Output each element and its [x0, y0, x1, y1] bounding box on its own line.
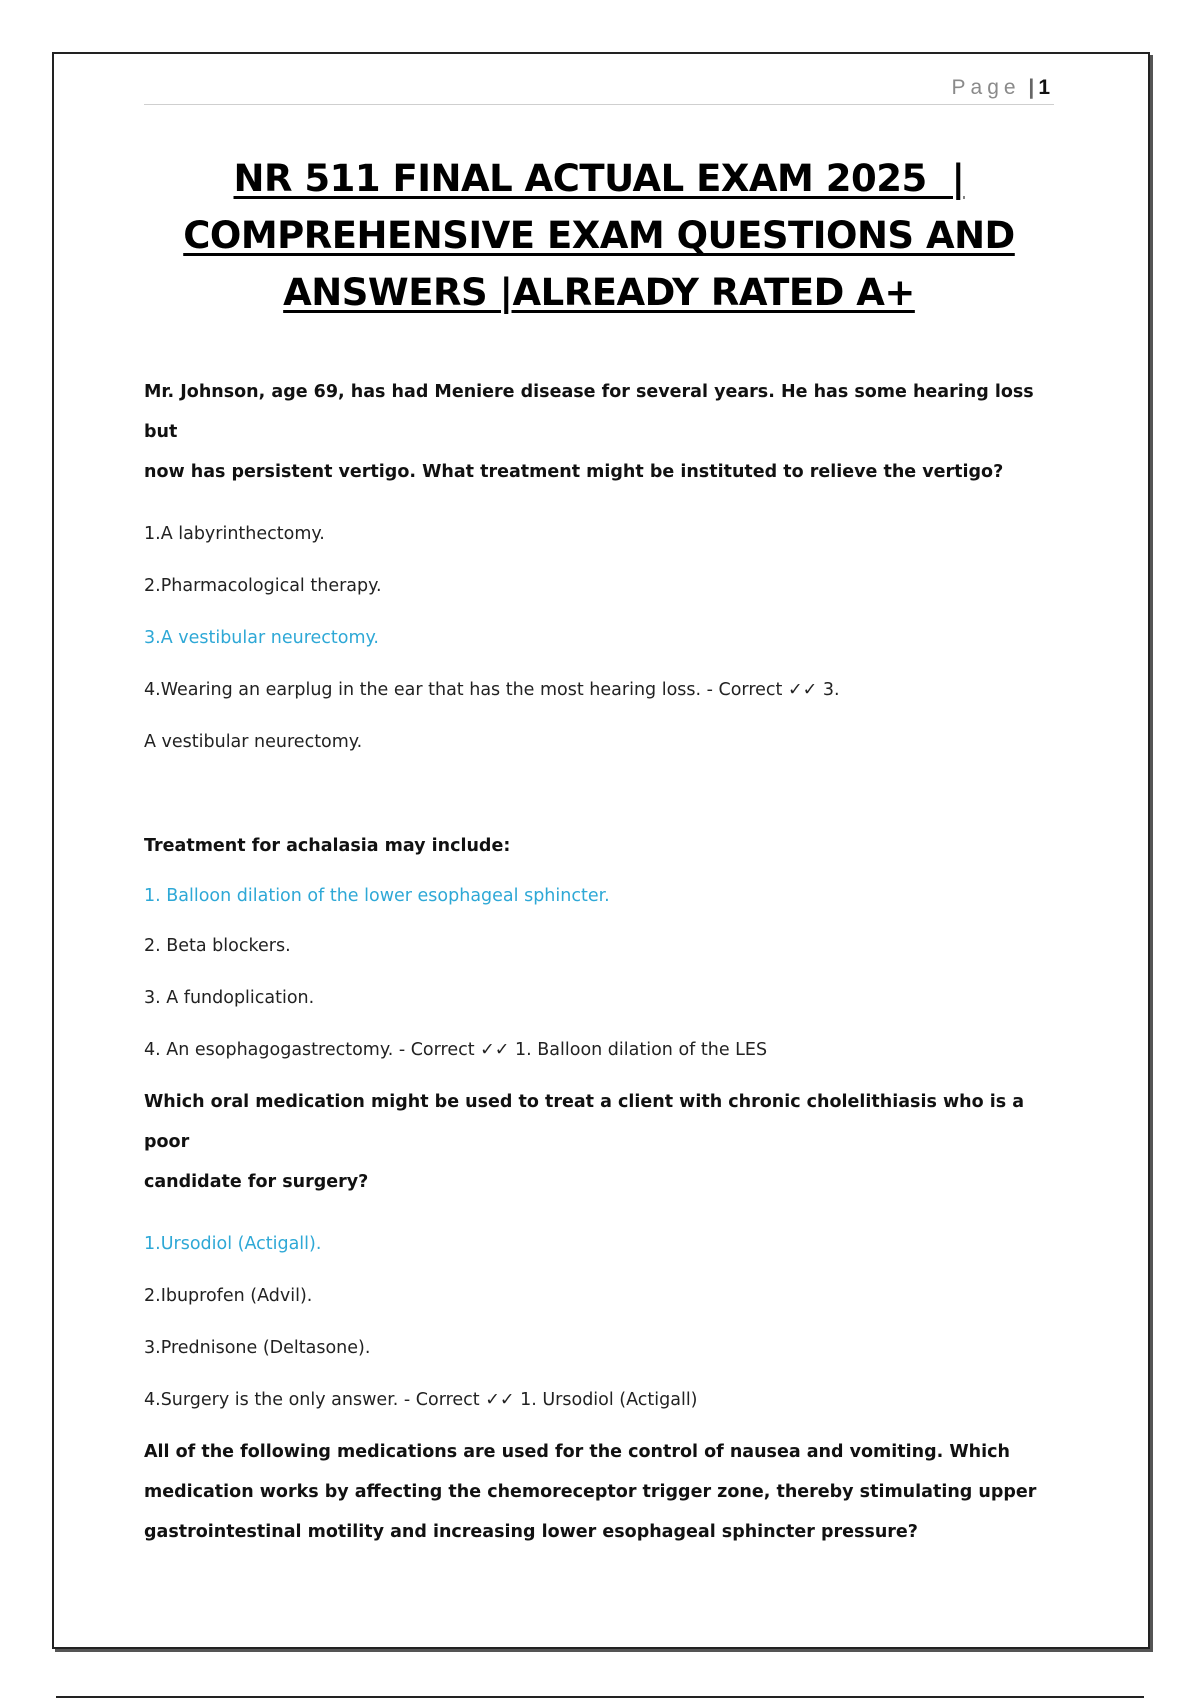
document-page	[52, 52, 1150, 1649]
question-prompt: Mr. Johnson, age 69, has had Meniere disease for several years. He has some hearing loss but	[144, 382, 1034, 442]
page-label: Page	[951, 76, 1021, 99]
question-prompt: gastrointestinal motility and increasing lower esophageal sphincter pressure?	[144, 1522, 918, 1542]
question-list	[144, 372, 1049, 1552]
question-1	[144, 372, 1049, 754]
page-separator: |	[1028, 76, 1035, 99]
question-3	[144, 1082, 1049, 1412]
answer-option-correct: 1. Balloon dilation of the lower esophageal sphincter.	[144, 886, 610, 906]
question-2	[144, 826, 1049, 1062]
answer-option: 4. An esophagogastrectomy. - Correct ✓✓ 1. Balloon dilation of the LES	[144, 1040, 768, 1060]
title-line-3: ANSWERS |ALREADY RATED A+	[283, 271, 915, 314]
answer-option: 4.Wearing an earplug in the ear that has the most hearing loss. - Correct ✓✓ 3.	[144, 680, 840, 700]
question-prompt: Which oral medication might be used to treat a client with chronic cholelithiasis who is a poor	[144, 1092, 1025, 1152]
question-prompt: now has persistent vertigo. What treatment might be instituted to relieve the vertigo?	[144, 462, 1004, 482]
answer-continuation: A vestibular neurectomy.	[144, 732, 363, 752]
question-prompt: All of the following medications are used for the control of nausea and vomiting. Which	[144, 1442, 1010, 1462]
document-title	[144, 150, 1054, 321]
answer-option: 4.Surgery is the only answer. - Correct ✓✓ 1. Ursodiol (Actigall)	[144, 1390, 698, 1410]
answer-option-correct: 1.Ursodiol (Actigall).	[144, 1234, 322, 1254]
answer-option: 3. A fundoplication.	[144, 988, 315, 1008]
answer-option: 2.Pharmacological therapy.	[144, 576, 382, 596]
answer-option-correct: 3.A vestibular neurectomy.	[144, 628, 379, 648]
answer-option: 2.Ibuprofen (Advil).	[144, 1286, 313, 1306]
next-page-top-border	[56, 1696, 1144, 1698]
title-line-1: NR 511 FINAL ACTUAL EXAM 2025 |	[233, 157, 965, 200]
title-line-2: COMPREHENSIVE EXAM QUESTIONS AND	[183, 214, 1015, 257]
answer-option: 1.A labyrinthectomy.	[144, 524, 325, 544]
answer-option: 3.Prednisone (Deltasone).	[144, 1338, 371, 1358]
question-4	[144, 1432, 1049, 1552]
question-prompt: medication works by affecting the chemoreceptor trigger zone, thereby stimulating upper	[144, 1482, 1037, 1502]
page-number: 1	[1038, 76, 1050, 99]
question-prompt: candidate for surgery?	[144, 1172, 369, 1192]
page-header	[144, 76, 1054, 105]
answer-option: 2. Beta blockers.	[144, 936, 291, 956]
question-prompt: Treatment for achalasia may include:	[144, 836, 511, 856]
